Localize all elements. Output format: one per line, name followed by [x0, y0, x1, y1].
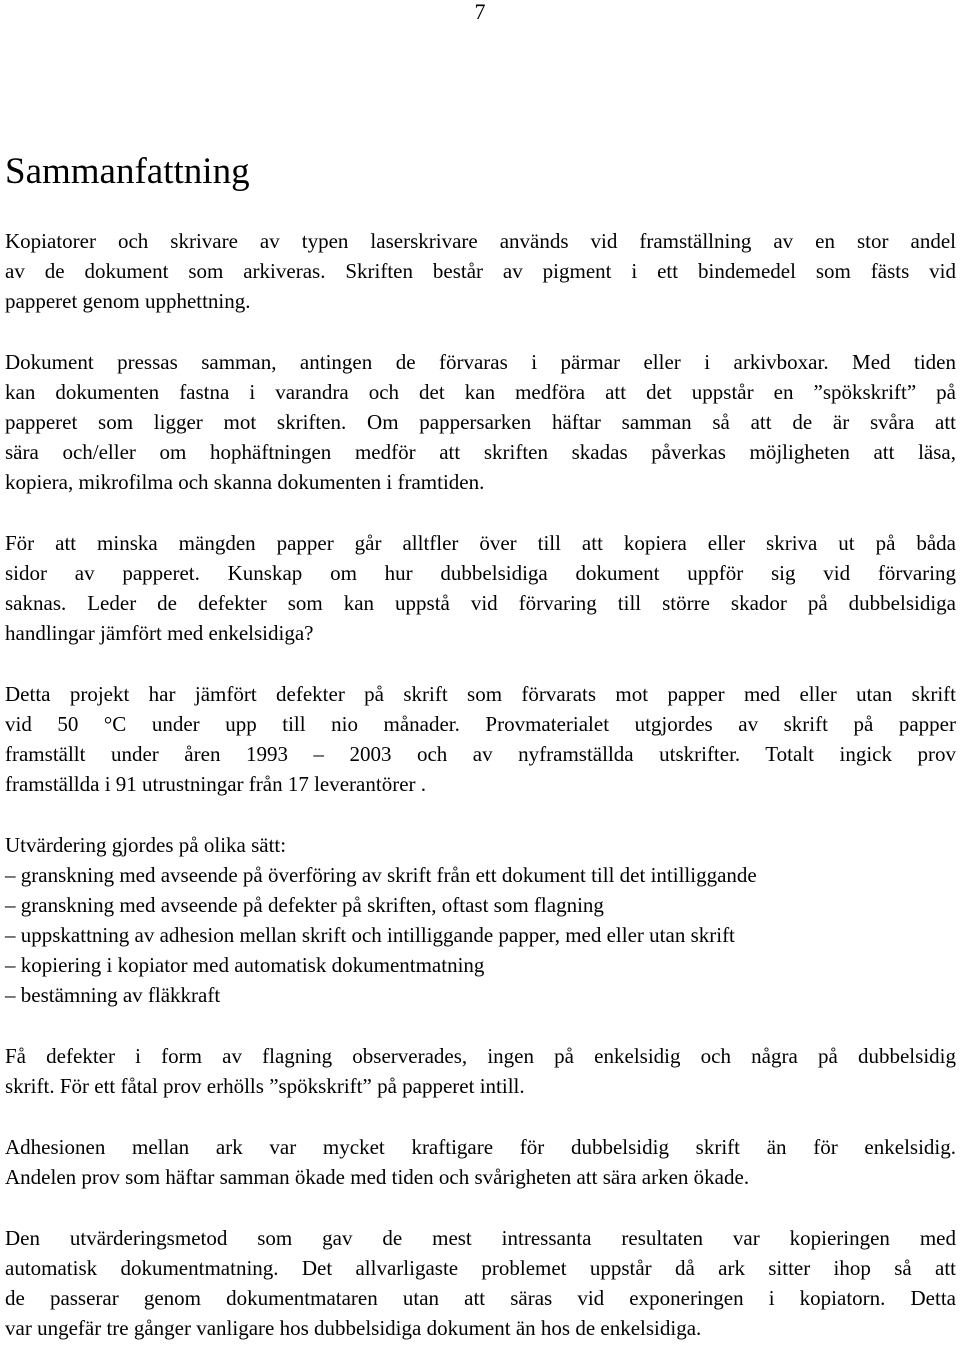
text-line: Detta projekt har jämfört defekter på skrift som förvarats mot papper med eller utan skrift — [5, 682, 956, 706]
text-line: Den utvärderingsmetod som gav de mest intressanta resultaten var kopieringen med — [5, 1226, 956, 1250]
text-line: kan dokumenten fastna i varandra och det kan medföra att det uppstår en ”spökskrift” på — [5, 380, 956, 404]
list-item: – uppskattning av adhesion mellan skrift och intilliggande papper, med eller utan skrift — [5, 923, 735, 947]
text-line: sidor av papperet. Kunskap om hur dubbelsidiga dokument uppför sig vid förvaring — [5, 561, 956, 585]
text-line: saknas. Leder de defekter som kan uppstå vid förvaring till större skador på dubbelsidiga — [5, 591, 956, 615]
text-line: handlingar jämfört med enkelsidiga? — [5, 621, 314, 645]
text-line: För att minska mängden papper går alltfler över till att kopiera eller skriva ut på båda — [5, 531, 956, 555]
text-line: papperet genom upphettning. — [5, 289, 251, 313]
text-line: skrift. För ett fåtal prov erhölls ”spökskrift” på papperet intill. — [5, 1074, 525, 1098]
text-line: framställda i 91 utrustningar från 17 leverantörer . — [5, 772, 427, 796]
list-item: – granskning med avseende på defekter på skriften, oftast som flagning — [5, 893, 604, 917]
paragraph-6 — [5, 1041, 956, 1101]
list-item: – bestämning av fläkkraft — [5, 983, 221, 1007]
text-line: av de dokument som arkiveras. Skriften består av pigment i ett bindemedel som fästs vid — [5, 259, 956, 283]
text-line: de passerar genom dokumentmataren utan att säras vid exponeringen i kopiatorn. Detta — [5, 1286, 956, 1310]
text-line: automatisk dokumentmatning. Det allvarligaste problemet uppstår då ark sitter ihop så att — [5, 1256, 956, 1280]
text-line: framställt under åren 1993 – 2003 och av nyframställda utskrifter. Totalt ingick prov — [5, 742, 956, 766]
text-line: vid 50 °C under upp till nio månader. Provmaterialet utgjordes av skrift på papper — [5, 712, 956, 736]
text-line: Kopiatorer och skrivare av typen laserskrivare används vid framställning av en stor andel — [5, 229, 956, 253]
paragraph-5-list — [5, 830, 956, 1010]
page-title: Sammanfattning — [5, 151, 250, 192]
paragraph-8 — [5, 1223, 956, 1343]
list-intro: Utvärdering gjordes på olika sätt: — [5, 833, 287, 857]
text-line: Dokument pressas samman, antingen de förvaras i pärmar eller i arkivboxar. Med tiden — [5, 350, 956, 374]
page-number: 7 — [474, 0, 486, 24]
paragraph-2 — [5, 347, 956, 497]
paragraph-3 — [5, 528, 956, 648]
text-line: Adhesionen mellan ark var mycket kraftigare för dubbelsidig skrift än för enkelsidig. — [5, 1135, 956, 1159]
text-line: var ungefär tre gånger vanligare hos dubbelsidiga dokument än hos de enkelsidiga. — [5, 1316, 702, 1340]
text-line: Få defekter i form av flagning observerades, ingen på enkelsidig och några på dubbelsidig — [5, 1044, 956, 1068]
text-line: Andelen prov som häftar samman ökade med tiden och svårigheten att sära arken ökade. — [5, 1165, 750, 1189]
paragraph-1 — [5, 226, 956, 316]
paragraph-7 — [5, 1132, 956, 1192]
list-item: – kopiering i kopiator med automatisk dokumentmatning — [5, 953, 485, 977]
paragraph-4 — [5, 679, 956, 799]
text-line: sära och/eller om hophäftningen medför att skriften skadas påverkas möjligheten att läsa, — [5, 440, 956, 464]
text-line: kopiera, mikrofilma och skanna dokumenten i framtiden. — [5, 470, 485, 494]
text-line: papperet som ligger mot skriften. Om pappersarken häftar samman så att de är svåra att — [5, 410, 956, 434]
list-item: – granskning med avseende på överföring av skrift från ett dokument till det intilliggande — [5, 863, 757, 887]
summary-body — [5, 226, 956, 1343]
